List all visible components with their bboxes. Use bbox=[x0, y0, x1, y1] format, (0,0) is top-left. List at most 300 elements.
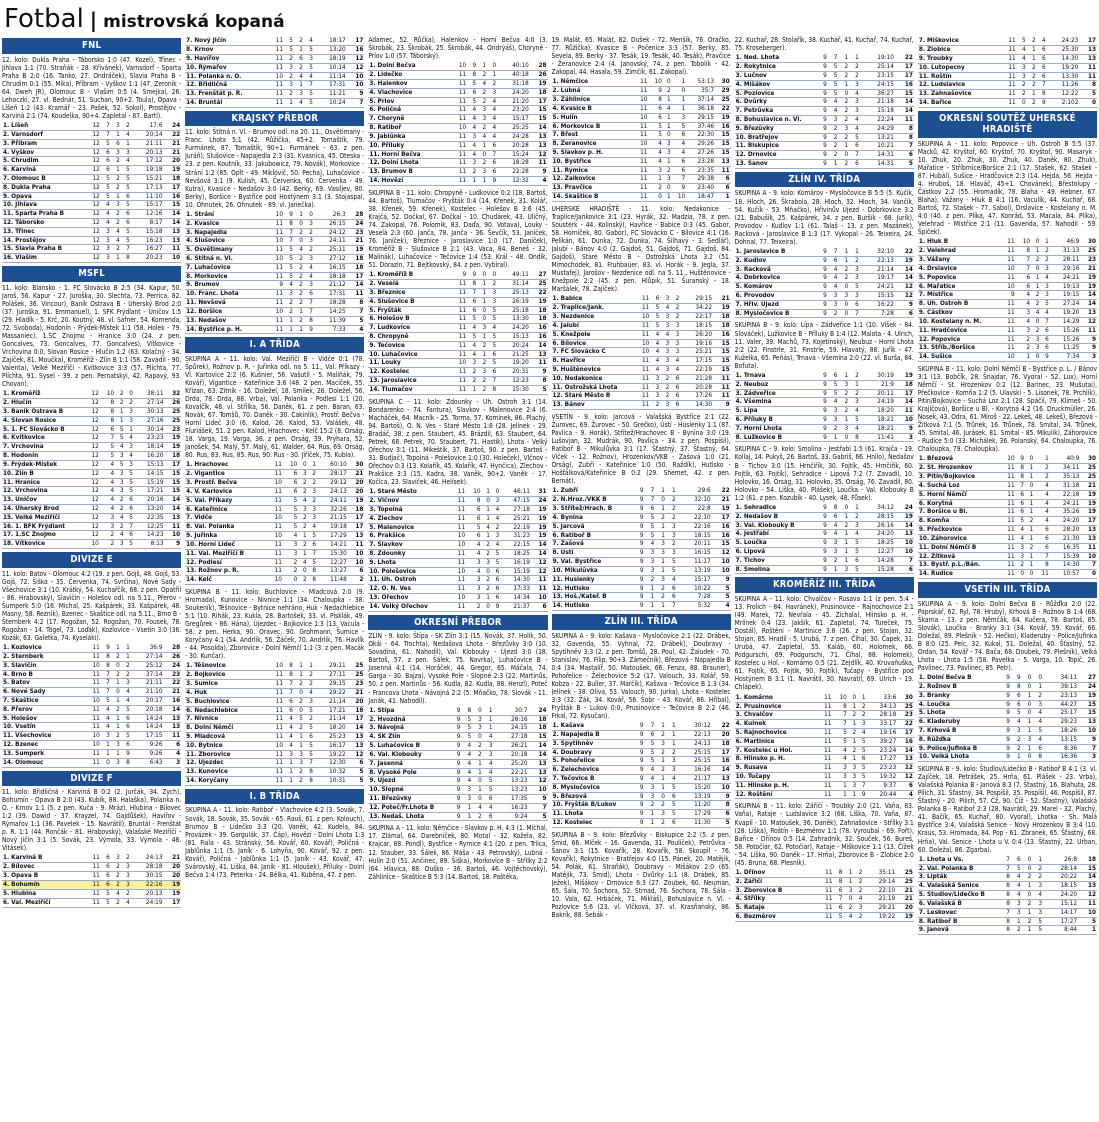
stat-cell: 0 bbox=[1080, 570, 1097, 579]
team-name: 14. Prostějov bbox=[2, 236, 84, 245]
stat-cell: 1 bbox=[655, 783, 666, 792]
table-row bbox=[185, 263, 364, 272]
stat-cell: 13 bbox=[530, 350, 548, 359]
stat-cell: 11:20 bbox=[677, 801, 712, 810]
stat-cell: 9 bbox=[817, 142, 828, 151]
standings-table bbox=[735, 248, 914, 319]
stat-cell: 40:18 bbox=[497, 71, 530, 80]
stat-cell: 1 bbox=[298, 549, 307, 558]
stat-cell: 4 bbox=[828, 274, 839, 283]
stat-cell: 6 bbox=[1011, 700, 1022, 709]
stat-cell: 24:29 bbox=[860, 124, 895, 133]
stat-cell: 2 bbox=[1031, 326, 1040, 335]
team-name: 9. Frýdek-Místek bbox=[2, 460, 84, 469]
stat-cell: 6 bbox=[828, 512, 839, 521]
stat-cell: 20:24 bbox=[497, 341, 530, 350]
team-name: 11. Zborovice bbox=[185, 750, 267, 759]
stat-cell: 2 bbox=[111, 652, 121, 661]
stat-cell: 10:24 bbox=[314, 98, 347, 107]
stat-cell: 2 bbox=[838, 71, 849, 80]
stat-cell: 8 bbox=[101, 652, 111, 661]
team-name: 5. Pozlovice bbox=[735, 89, 817, 98]
stat-cell: 2 bbox=[298, 479, 307, 488]
stat-cell: 0 bbox=[1025, 455, 1034, 464]
stat-cell: 2 bbox=[838, 160, 849, 169]
stat-cell: 4 bbox=[487, 124, 497, 133]
stat-cell: 4 bbox=[482, 523, 491, 532]
stat-cell: 4 bbox=[284, 281, 294, 290]
round-results-text: SKUPINA B - 11. kolo: Chropyně - Ludkovice 0:2 (18. Bartoš, 44. Bartoš), Tlumačov - Fryšták 0:4 (14. Křenek, 31. Kolář, 38. Křenek, 59. Křenek), Kostelec - Holešov B 3:6 (45. Krajča, 52. Dočkal, 67. Dočkal - 10. Chudárek, 43. Uličný, 74. Zakopal, 76. Polomík, 83. Daďa, 90. Votava), Louky - Veselá 2:3 (60. Janča, 78. Janča - 36. Ševčík, 53. Janíček, 76. Janíček), Březnice - Jaroslavice 1:0 (17. Daníček), Kroměříž B - Slušovice B 2:1 (43. Vaca, 84. Beneš - 32. Malinák), Luhačovice - Tečovice 1:4 (53. Král - 48. Ondík, 51. Dorazin, 71. Bejtkovský, 84. z pen. Vybíral). bbox=[368, 188, 548, 270]
stat-cell: 3 bbox=[491, 497, 500, 506]
stat-cell: 6 bbox=[121, 714, 131, 723]
round-results-text: SKUPINA A - 11. kolo: Němčice - Slavkov p. H. 4:3 (1. Michal, 17. Zlámal, 64. Darebníček, 80. Motal - 32. Kožela, 82. Krajcar, 88. Pondl), Bystřice - Rymice 4:1 (20. z pen. Trlica, 12. Stauber, 33. Šálek, 86. Máša - 43. Petrovský), Lubná - Hulín 2:0 (51. Ančinec, 89. Šiška), Morkovice B - Střílky 2:2 (64. Hlavica, 88. Ouško - 36. Bartoš, 46. Vojtěchovský), Záhlinice - Skaštice B 5:3 (14. Bartoš, 18. Paštéka, bbox=[368, 824, 548, 881]
table-row bbox=[735, 693, 914, 702]
team-name: 3. Napajedla bbox=[185, 228, 267, 237]
stat-cell: 8 bbox=[1037, 90, 1047, 99]
stat-cell: 5 bbox=[645, 739, 656, 748]
stat-cell: 9 bbox=[634, 593, 645, 602]
stat-cell: 6 bbox=[670, 374, 680, 383]
stat-cell: 5 bbox=[650, 321, 660, 330]
stat-cell: 3 bbox=[121, 863, 131, 872]
stat-cell: 9 bbox=[1000, 753, 1011, 762]
competition-header: VSETÍN III. TŘÍDA bbox=[918, 582, 1097, 598]
stat-cell: 5 bbox=[1032, 917, 1043, 926]
stat-cell: 4 bbox=[1034, 482, 1049, 491]
stat-cell: 9 bbox=[1000, 726, 1011, 735]
stat-cell: 3 bbox=[1032, 882, 1043, 891]
stat-cell: 9 bbox=[817, 98, 828, 107]
stat-cell: 23:23 bbox=[867, 764, 898, 773]
team-name: 1. Dolní Bečva bbox=[368, 62, 450, 71]
stat-cell: 11 bbox=[817, 869, 833, 878]
team-name: 1. Kroměříž B bbox=[368, 271, 450, 280]
column-4 bbox=[552, 36, 731, 1120]
stat-cell: 1 bbox=[477, 141, 487, 150]
stat-cell: 2 bbox=[482, 541, 491, 550]
stat-cell: 11 bbox=[268, 263, 284, 272]
stat-cell: 3 bbox=[828, 416, 839, 425]
stat-cell: 5 bbox=[666, 566, 677, 575]
stat-cell: 2 bbox=[655, 801, 666, 810]
stat-cell: 1 bbox=[1040, 238, 1049, 247]
stat-cell: 19 bbox=[1080, 499, 1097, 508]
stat-cell: 5 bbox=[347, 768, 365, 777]
stat-cell: 9 bbox=[634, 487, 645, 496]
stat-cell: 1 bbox=[1025, 464, 1034, 473]
stat-cell: 1 bbox=[477, 280, 487, 289]
stat-cell: 2 bbox=[294, 255, 304, 264]
round-results-text: SKUPINA A - 9. kolo: Komárov - Mysločovice B 5:5 (5. Kučík, 18. Hloch, 26. Škrabola, 28. Hloch, 32. Hloch, 34. Vančík, 54. Kučík - 53. Mňačko), Hřivínův Újezd - Dobrkovice 3:2 (21. Babušík, 25. Kašpárek, 34. z pen. Buršík - 68. Jurík), Provodov - Kudlov 1:1 (61. Talaš - 13. z pen. Mazánek), Racková - Jaroslavice B 1:3 (17. Vykopal - 26. Teixeira, 24. Dohnal, 77. Teixeira). bbox=[734, 189, 914, 246]
stat-cell: 18 bbox=[530, 306, 548, 315]
standings-table bbox=[2, 122, 181, 263]
stat-cell: 29:15 bbox=[314, 680, 347, 689]
stat-cell: 4 bbox=[491, 541, 500, 550]
stat-cell: 14:24 bbox=[131, 714, 164, 723]
stat-cell: 19:16 bbox=[867, 728, 898, 737]
stat-cell: 2 bbox=[828, 424, 839, 433]
stat-cell: 12 bbox=[84, 148, 100, 157]
stat-cell: 1 bbox=[828, 160, 839, 169]
table-row bbox=[2, 898, 181, 907]
table-row bbox=[2, 416, 181, 425]
stat-cell: 22:24 bbox=[860, 116, 895, 125]
stat-cell: 2 bbox=[838, 63, 849, 72]
table-row bbox=[918, 534, 1097, 543]
stat-cell: 7 bbox=[101, 688, 111, 697]
table-row bbox=[735, 565, 914, 574]
stat-cell: 28:15 bbox=[860, 512, 895, 521]
stat-cell: 25:18 bbox=[497, 306, 530, 315]
stat-cell: 6 bbox=[283, 479, 298, 488]
stat-cell: 9 bbox=[1078, 735, 1097, 744]
stat-cell: 11 bbox=[451, 550, 466, 559]
team-name: 1. Jaroslavice B bbox=[735, 248, 817, 257]
stat-cell: 11 bbox=[1000, 482, 1015, 491]
stat-cell: 5 bbox=[304, 724, 314, 733]
stat-cell: 24:15 bbox=[493, 724, 528, 733]
team-name: 3. Baník Ostrava B bbox=[2, 408, 84, 417]
stat-cell: 8 bbox=[100, 399, 115, 408]
table-row bbox=[185, 496, 364, 505]
stat-cell: 11 bbox=[1000, 473, 1015, 482]
stat-cell: 11:25 bbox=[1050, 344, 1081, 353]
stat-cell: 4 bbox=[645, 766, 656, 775]
team-name: 6. Korytná bbox=[918, 499, 1000, 508]
stat-cell: 22:15 bbox=[500, 541, 531, 550]
team-name: 3. Chvalčov bbox=[735, 711, 817, 720]
stat-cell: 3 bbox=[284, 81, 294, 90]
stat-cell: 11 bbox=[84, 881, 100, 890]
stat-cell: 1 bbox=[1022, 908, 1033, 917]
team-name: 3. Březnice bbox=[368, 288, 450, 297]
stat-cell: 4 bbox=[304, 272, 314, 281]
stat-cell: 7 bbox=[101, 130, 111, 139]
stat-cell: 19 bbox=[1080, 282, 1097, 291]
stat-cell: 3 bbox=[660, 348, 670, 357]
team-name: 3. Lučnov bbox=[735, 71, 817, 80]
stat-cell: 5 bbox=[857, 764, 866, 773]
stat-cell: 2 bbox=[849, 63, 860, 72]
stat-cell: 22:10 bbox=[863, 886, 896, 895]
stat-cell: 10 bbox=[348, 558, 365, 567]
stat-cell: 2 bbox=[298, 488, 307, 497]
stat-cell: 10 bbox=[163, 254, 181, 263]
stat-cell: 10 bbox=[100, 390, 115, 399]
team-name: 1. Dolní Bečva B bbox=[918, 674, 1000, 683]
stat-cell: 7 bbox=[284, 237, 294, 246]
stat-cell: 4 bbox=[294, 72, 304, 81]
stat-cell: 8 bbox=[100, 408, 115, 417]
stat-cell: 7 bbox=[304, 307, 314, 316]
team-name: 6. Prakšice bbox=[368, 532, 450, 541]
stat-cell: 11 bbox=[1000, 238, 1015, 247]
column-6 bbox=[918, 36, 1097, 1120]
team-name: 1. Kašava bbox=[552, 722, 634, 731]
stat-cell: 8 bbox=[648, 96, 662, 105]
table-row bbox=[2, 227, 181, 236]
stat-cell: 2 bbox=[304, 671, 314, 680]
stat-cell: 6 bbox=[1016, 508, 1025, 517]
stat-cell: 1 bbox=[1025, 473, 1034, 482]
table-row bbox=[735, 71, 914, 80]
stat-cell: 6 bbox=[467, 88, 477, 97]
stat-cell: 6 bbox=[666, 819, 677, 828]
team-name: 13. Ořechov bbox=[368, 594, 450, 603]
team-name: 2. Traplice/Jank. bbox=[552, 304, 634, 313]
team-name: 5. Malenovice bbox=[368, 523, 450, 532]
stat-cell: 16:15 bbox=[314, 263, 347, 272]
stat-cell: 5 bbox=[461, 733, 472, 742]
stat-cell: 12 bbox=[84, 166, 100, 175]
stat-cell: 3 bbox=[666, 766, 677, 775]
stat-cell: 12 bbox=[895, 283, 914, 292]
stat-cell: 17 bbox=[530, 97, 548, 106]
stat-cell: 23:40 bbox=[686, 184, 715, 193]
stat-cell: 22:8 bbox=[677, 505, 712, 514]
stat-cell: 2 bbox=[467, 368, 477, 377]
team-name: 6. Val. Meziříčí bbox=[2, 898, 84, 907]
stat-cell: 11 bbox=[634, 383, 650, 392]
stat-cell: 14:30 bbox=[1047, 54, 1080, 63]
stat-cell: 11 bbox=[634, 78, 648, 87]
stat-cell: 8 bbox=[1079, 81, 1097, 90]
stat-cell: 14:17 bbox=[1043, 908, 1078, 917]
stat-cell: 22 bbox=[897, 720, 914, 729]
table-row bbox=[918, 691, 1097, 700]
stat-cell: 14 bbox=[897, 746, 914, 755]
stat-cell: 19 bbox=[531, 532, 548, 541]
team-name: 14. Bruntál bbox=[185, 98, 267, 107]
stat-cell: 4 bbox=[650, 357, 660, 366]
stat-cell: 0 bbox=[487, 62, 497, 71]
stat-cell: 11 bbox=[451, 350, 467, 359]
stat-cell: 11:30 bbox=[677, 819, 712, 828]
table-row bbox=[735, 372, 914, 381]
stat-cell: 5 bbox=[125, 478, 134, 487]
table-row bbox=[735, 433, 914, 442]
stat-cell: 3 bbox=[477, 115, 487, 124]
stat-cell: 10 bbox=[451, 124, 467, 133]
stat-cell: 15 bbox=[1078, 709, 1097, 718]
stat-cell: 11:41 bbox=[860, 433, 895, 442]
stat-cell: 2 bbox=[849, 71, 860, 80]
stat-cell: 14 bbox=[1080, 300, 1097, 309]
stat-cell: 23 bbox=[1080, 256, 1097, 265]
stat-cell: 17 bbox=[712, 514, 731, 523]
stat-cell: 15 bbox=[165, 478, 182, 487]
stat-cell: 29:12 bbox=[317, 479, 348, 488]
stat-cell: 3 bbox=[115, 469, 124, 478]
stat-cell: 3 bbox=[672, 113, 686, 122]
stat-cell: 0 bbox=[298, 461, 307, 470]
stat-cell: 1 bbox=[838, 512, 849, 521]
stat-cell: 6 bbox=[101, 166, 111, 175]
stat-cell: 8 bbox=[1000, 917, 1011, 926]
stat-cell: 4 bbox=[100, 469, 115, 478]
standings-table bbox=[735, 869, 914, 922]
stat-cell: 5 bbox=[101, 697, 111, 706]
stat-cell: 6 bbox=[467, 297, 477, 306]
team-name: 8. Mysločovice B bbox=[735, 309, 817, 318]
stat-cell: 8 bbox=[1000, 899, 1011, 908]
team-name: 9. Brumov bbox=[185, 281, 267, 290]
stat-cell: 8 bbox=[895, 133, 914, 142]
stat-cell: 2 bbox=[466, 602, 481, 611]
stat-cell: 4 bbox=[347, 325, 365, 334]
stat-cell: 4 bbox=[491, 505, 500, 514]
team-name: 6. Karviná bbox=[2, 166, 84, 175]
team-name: 6. Kladeruby bbox=[918, 718, 1000, 727]
team-name: 2. Val. Polanka B bbox=[918, 864, 1000, 873]
stat-cell: 5 bbox=[101, 192, 111, 201]
stat-cell: 21:10 bbox=[131, 688, 164, 697]
stat-cell: 6 bbox=[650, 295, 660, 304]
team-name: 5. Jarcová bbox=[552, 522, 634, 531]
stat-cell: 6 bbox=[1040, 344, 1049, 353]
stat-cell: 5 bbox=[712, 819, 731, 828]
stat-cell: 5 bbox=[101, 889, 111, 898]
stat-cell: 3 bbox=[294, 90, 304, 99]
round-results-text: 22. Kuchař, 28. Štolařík, 38. Kuchař, 41. Kuchař, 74. Kuchař, 75. Kroseberger). bbox=[734, 36, 914, 53]
team-name: 12. Bzenec bbox=[2, 741, 84, 750]
stat-cell: 5 bbox=[491, 558, 500, 567]
stat-cell: 6 bbox=[487, 141, 497, 150]
stat-cell: 21:28 bbox=[680, 374, 713, 383]
stat-cell: 6 bbox=[666, 584, 677, 593]
stat-cell: 0 bbox=[848, 693, 857, 702]
stat-cell: 0 bbox=[491, 488, 500, 497]
team-name: 12. Hutisko bbox=[552, 584, 634, 593]
stat-cell: 5 bbox=[857, 737, 866, 746]
stat-cell: 3 bbox=[111, 201, 121, 210]
table-row bbox=[368, 288, 547, 297]
stat-cell: 13 bbox=[1078, 882, 1097, 891]
stat-cell: 9 bbox=[634, 748, 645, 757]
stat-cell: 2 bbox=[111, 210, 121, 219]
standings-table bbox=[2, 854, 181, 907]
stat-cell: 1 bbox=[111, 679, 121, 688]
stat-cell: 1 bbox=[1022, 718, 1033, 727]
table-row bbox=[918, 926, 1097, 935]
stat-cell: 2 bbox=[284, 72, 294, 81]
stat-cell: 3 bbox=[832, 764, 847, 773]
stat-cell: 11 bbox=[451, 159, 467, 168]
team-name: 5. Hlubina bbox=[2, 889, 84, 898]
team-name: 8. Žeranovice bbox=[552, 140, 634, 149]
team-name: 4. Zlechov bbox=[368, 514, 450, 523]
stat-cell: 2 bbox=[1011, 926, 1022, 935]
stat-cell: 3 bbox=[477, 324, 487, 333]
stat-cell: 11 bbox=[531, 576, 548, 585]
stat-cell: 1 bbox=[848, 755, 857, 764]
team-name: 9. Částkov bbox=[918, 309, 1000, 318]
standings-table bbox=[552, 295, 731, 410]
stat-cell: 6 bbox=[283, 470, 298, 479]
stat-cell: 1 bbox=[655, 757, 666, 766]
stat-cell: 11 bbox=[451, 585, 466, 594]
stat-cell: 10 bbox=[165, 531, 182, 540]
stat-cell: 12 bbox=[84, 478, 99, 487]
stat-cell: 20:28 bbox=[497, 141, 530, 150]
stat-cell: 7 bbox=[833, 895, 843, 904]
stat-cell: 16 bbox=[712, 757, 731, 766]
stat-cell: 21:25 bbox=[497, 350, 530, 359]
stat-cell: 4 bbox=[857, 728, 866, 737]
stat-cell: 27:26 bbox=[686, 148, 715, 157]
stat-cell: 5 bbox=[666, 783, 677, 792]
stat-cell: 24:19 bbox=[860, 398, 895, 407]
stat-cell: 11 bbox=[1000, 54, 1016, 63]
stat-cell: 9 bbox=[817, 424, 828, 433]
stat-cell: 3 bbox=[111, 758, 121, 767]
team-name: 4. Doubravy bbox=[552, 748, 634, 757]
stat-cell: 2 bbox=[111, 705, 121, 714]
stat-cell: 3 bbox=[101, 245, 111, 254]
stat-cell: 2 bbox=[115, 496, 124, 505]
stat-cell: 18:25 bbox=[500, 550, 531, 559]
stat-cell: 23 bbox=[347, 680, 365, 689]
stat-cell: 9 bbox=[634, 558, 645, 567]
stat-cell: 3 bbox=[650, 392, 660, 401]
stat-cell: 6 bbox=[1037, 54, 1047, 63]
table-row bbox=[2, 174, 181, 183]
stat-cell: 5 bbox=[1016, 517, 1025, 526]
team-name: 16. 1. BFK Frýdlant bbox=[2, 522, 84, 531]
stat-cell: 0 bbox=[482, 567, 491, 576]
stat-cell: 11 bbox=[268, 46, 284, 55]
stat-cell: 19 bbox=[347, 246, 365, 255]
team-name: 2. Hlučín bbox=[2, 399, 84, 408]
stat-cell: 31:23 bbox=[500, 532, 531, 541]
stat-cell: 2 bbox=[838, 98, 849, 107]
stat-cell: 8 bbox=[284, 219, 294, 228]
stat-cell: 3 bbox=[111, 148, 121, 157]
stat-cell: 5 bbox=[121, 705, 131, 714]
stat-cell: 29:16 bbox=[1050, 265, 1081, 274]
stat-cell: 21 bbox=[347, 688, 365, 697]
stat-cell: 2 bbox=[650, 401, 660, 410]
stat-cell: 12:16 bbox=[131, 210, 164, 219]
stat-cell: 5 bbox=[284, 272, 294, 281]
stat-cell: 2 bbox=[1017, 81, 1027, 90]
stat-cell: 18 bbox=[347, 263, 365, 272]
stat-cell: 7 bbox=[467, 288, 477, 297]
stat-cell: 6 bbox=[304, 290, 314, 299]
stat-cell: 2 bbox=[1025, 517, 1034, 526]
stat-cell: 25:14 bbox=[860, 63, 895, 72]
stat-cell: 4 bbox=[467, 106, 477, 115]
stat-cell: 11 bbox=[634, 157, 648, 166]
stat-cell: 18 bbox=[163, 174, 181, 183]
stat-cell: 0 bbox=[101, 758, 111, 767]
stat-cell: 6 bbox=[828, 372, 839, 381]
stat-cell: 3 bbox=[483, 742, 494, 751]
stat-cell: 11 bbox=[268, 461, 283, 470]
stat-cell: 12 bbox=[84, 192, 100, 201]
stat-cell: 5 bbox=[283, 496, 298, 505]
stat-cell: 15 bbox=[1078, 864, 1097, 873]
team-name: 10. Záhorovice bbox=[918, 534, 1000, 543]
stat-cell: 14:29 bbox=[1050, 317, 1081, 326]
stat-cell: 9 bbox=[634, 602, 645, 611]
stat-cell: 17 bbox=[712, 748, 731, 757]
stat-cell: 1 bbox=[482, 514, 491, 523]
stat-cell: 5 bbox=[308, 532, 317, 541]
table-row bbox=[735, 416, 914, 425]
stat-cell: 9 bbox=[634, 730, 645, 739]
stat-cell: 15:30 bbox=[317, 549, 348, 558]
